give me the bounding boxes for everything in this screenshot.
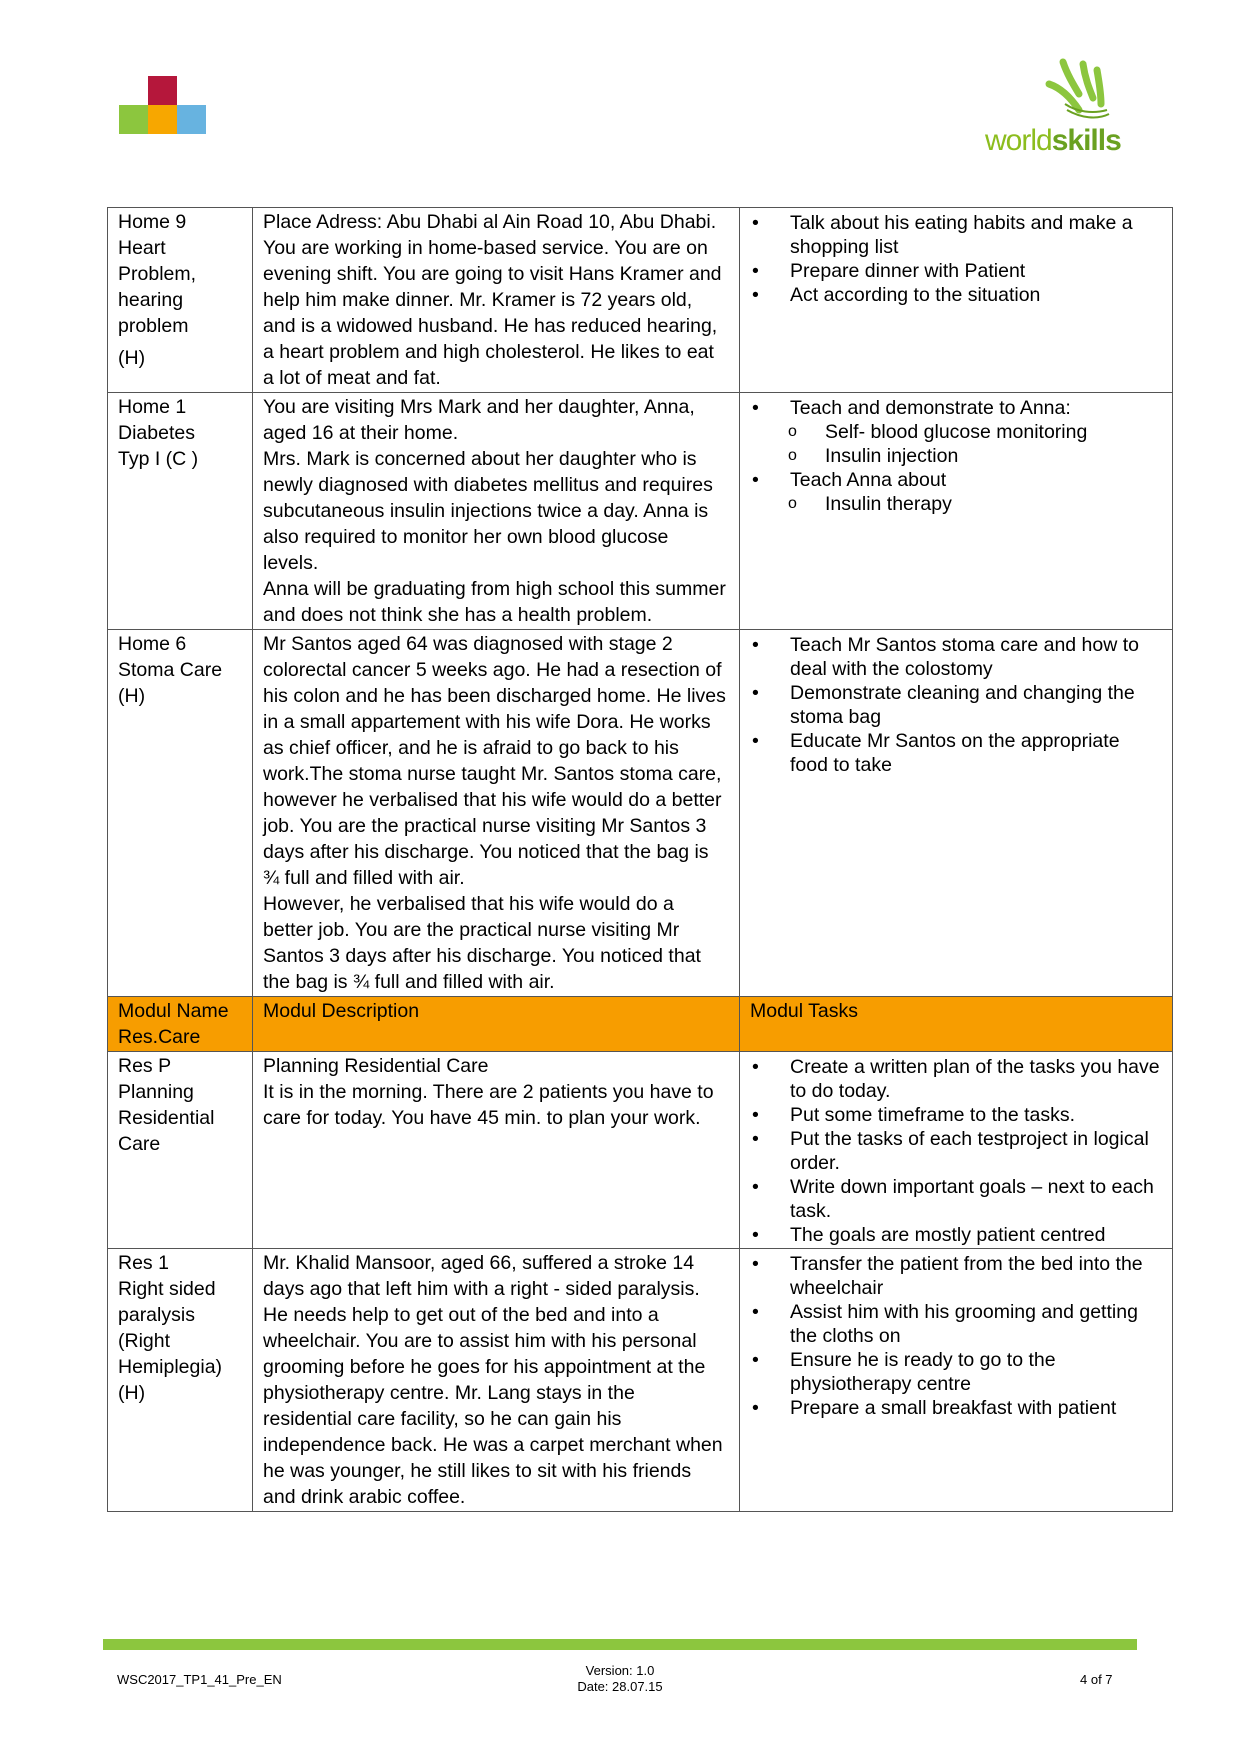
task-text: Assist him with his grooming and getting the cloths on xyxy=(790,1301,1138,1347)
subtask-list xyxy=(750,420,1162,468)
module-tasks-cell xyxy=(740,393,1173,630)
task-item xyxy=(750,468,1162,516)
task-text: Prepare dinner with Patient xyxy=(790,260,1026,282)
date-label: Date: 28.07.15 xyxy=(577,1679,663,1694)
subtask-item: o Self- blood glucose monitoring xyxy=(750,420,1162,444)
version-label: Version: 1.0 xyxy=(585,1663,655,1678)
module-name-line: Res.Care xyxy=(118,1026,201,1048)
module-tasks-cell xyxy=(740,630,1173,997)
task-item xyxy=(750,681,1162,729)
task-item xyxy=(750,259,1162,283)
page-number: 4 of 7 xyxy=(1080,1672,1113,1687)
description-paragraph: Mr. Khalid Mansoor, aged 66, suffered a stroke 14 days ago that left him with a right - sided paralysis. He needs help to get out of the bed and into a wheelchair. You are to assist him with his personal grooming before he goes for his appointment at the physiotherapy centre. Mr. Lang stays in the residential care facility, so he can gain his independence back. He was a carpet merchant when he was younger, he still likes to sit with his friends and drink arabic coffee. xyxy=(263,1252,723,1508)
brand-light: world xyxy=(985,124,1052,157)
description-paragraph: Anna will be graduating from high school this summer and does not think she has a health problem. xyxy=(263,578,726,626)
module-name-line: Problem, xyxy=(118,263,197,285)
task-list xyxy=(750,396,1162,516)
worldskills-logo xyxy=(985,54,1135,164)
task-text: Create a written plan of the tasks you have to do today. xyxy=(790,1056,1160,1102)
module-name-line: Res P xyxy=(118,1055,172,1077)
module-description-cell xyxy=(253,1249,740,1512)
version-info xyxy=(520,1663,720,1695)
table-row xyxy=(108,1249,1173,1512)
module-name-line: hearing xyxy=(118,289,184,311)
module-name-line: Care xyxy=(118,1133,161,1155)
table-row xyxy=(108,630,1173,997)
task-text: Act according to the situation xyxy=(790,284,1041,306)
subtask-item: o Insulin injection xyxy=(750,444,1162,468)
tasks-header: Modul Tasks xyxy=(750,1000,859,1022)
description-paragraph: Mr Santos aged 64 was diagnosed with stage 2 colorectal cancer 5 weeks ago. He had a resection of his colon and he has been discharged home. He lives in a small appartement with his wife Dora. He works as chief officer, and he is afraid to go back to his work.The stoma nurse taught Mr. Santos stoma care, however he verbalised that his wife would do a better job. You are the practical nurse visiting Mr Santos 3 days after his discharge. You noticed that the bag is ¾ full and filled with air. xyxy=(263,633,726,889)
module-tasks-cell xyxy=(740,997,1173,1052)
module-name-line: Residential xyxy=(118,1107,215,1129)
description-paragraph: However, he verbalised that his wife would do a better job. You are the practical nurse visiting Mr Santos 3 days after his discharge. You noticed that the bag is ¾ full and filled with air. xyxy=(263,893,701,993)
task-item xyxy=(750,211,1162,259)
module-description-cell xyxy=(253,997,740,1052)
module-description-cell xyxy=(253,630,740,997)
task-text: Educate Mr Santos on the appropriate food to take xyxy=(790,730,1120,776)
task-item xyxy=(750,283,1162,307)
module-description-cell xyxy=(253,208,740,393)
description-paragraph: It is in the morning. There are 2 patients you have to care for today. You have 45 min. to plan your work. xyxy=(263,1081,714,1129)
task-text: Demonstrate cleaning and changing the stoma bag xyxy=(790,682,1135,728)
module-name-line: Home 6 xyxy=(118,633,187,655)
task-text: Teach Mr Santos stoma care and how to deal with the colostomy xyxy=(790,634,1140,680)
table-row xyxy=(108,1052,1173,1249)
table-row xyxy=(108,393,1173,630)
task-item xyxy=(750,1175,1162,1223)
logo-square-orange xyxy=(148,105,177,134)
module-tag: (H) xyxy=(118,347,146,369)
task-list xyxy=(750,1055,1162,1247)
module-name-line: (H) xyxy=(118,685,146,707)
task-text: Teach and demonstrate to Anna: xyxy=(790,397,1071,419)
logo-square-red xyxy=(148,76,177,105)
task-item xyxy=(750,1396,1162,1420)
module-name-cell xyxy=(108,208,253,393)
module-name-line: Diabetes xyxy=(118,422,195,444)
module-name-cell xyxy=(108,393,253,630)
module-name-line: Right sided xyxy=(118,1278,216,1300)
task-text: Teach Anna about xyxy=(790,469,947,491)
module-name-line: Home 9 xyxy=(118,211,187,233)
module-name-cell xyxy=(108,630,253,997)
task-item xyxy=(750,1103,1162,1127)
module-name-cell xyxy=(108,1249,253,1512)
brand-bold: skills xyxy=(1051,124,1121,157)
module-header-row xyxy=(108,997,1173,1052)
module-name-line: Typ I (C ) xyxy=(118,448,199,470)
task-text: Ensure he is ready to go to the physiotherapy centre xyxy=(790,1349,1056,1395)
task-list xyxy=(750,1252,1162,1420)
task-text: Put some timeframe to the tasks. xyxy=(790,1104,1076,1126)
footer-bar xyxy=(103,1639,1137,1650)
module-name-line: Hemiplegia) xyxy=(118,1356,223,1378)
module-description-cell xyxy=(253,1052,740,1249)
task-item xyxy=(750,396,1162,468)
logo-square-green xyxy=(119,105,148,134)
module-name-line: Res 1 xyxy=(118,1252,169,1274)
task-list xyxy=(750,211,1162,307)
task-text: Talk about his eating habits and make a shopping list xyxy=(790,212,1133,258)
worldskills-wordmark xyxy=(985,124,1121,158)
module-table xyxy=(107,207,1173,1512)
task-text: Put the tasks of each testproject in logical order. xyxy=(790,1128,1149,1174)
color-squares-logo xyxy=(119,76,209,136)
table-row xyxy=(108,208,1173,393)
task-item xyxy=(750,1127,1162,1175)
task-text: Transfer the patient from the bed into the wheelchair xyxy=(790,1253,1143,1299)
task-text: The goals are mostly patient centred xyxy=(790,1224,1106,1246)
module-name-line: Modul Name xyxy=(118,1000,229,1022)
module-name-line: Planning xyxy=(118,1081,194,1103)
description-paragraph: You are visiting Mrs Mark and her daughter, Anna, aged 16 at their home. xyxy=(263,396,695,444)
task-list xyxy=(750,633,1162,777)
module-name-cell xyxy=(108,1052,253,1249)
task-item xyxy=(750,1252,1162,1300)
logo-square-blue xyxy=(177,105,206,134)
task-text: Write down important goals – next to each task. xyxy=(790,1176,1154,1222)
task-item xyxy=(750,1223,1162,1247)
module-name-line: Heart xyxy=(118,237,166,259)
description-paragraph: Place Adress: Abu Dhabi al Ain Road 10, Abu Dhabi. You are working in home-based service. You are on evening shift. You are going to visit Hans Kramer and help him make dinner. Mr. Kramer is 72 years old, and is a widowed husband. He has reduced hearing, a heart problem and high cholesterol. He likes to eat a lot of meat and fat. xyxy=(263,211,722,389)
module-name-line: Home 1 xyxy=(118,396,187,418)
module-name-line: (H) xyxy=(118,1382,146,1404)
description-header: Modul Description xyxy=(263,1000,420,1022)
task-item xyxy=(750,1300,1162,1348)
module-name-line: paralysis xyxy=(118,1304,195,1326)
module-name-line: Stoma Care xyxy=(118,659,223,681)
module-name-line: (Right xyxy=(118,1330,171,1352)
module-name-line: problem xyxy=(118,315,189,337)
document-id: WSC2017_TP1_41_Pre_EN xyxy=(117,1672,282,1687)
worldskills-hand-icon xyxy=(985,54,1135,124)
module-description-cell xyxy=(253,393,740,630)
task-item xyxy=(750,1055,1162,1103)
subtask-list xyxy=(750,492,1162,516)
task-item xyxy=(750,729,1162,777)
subtask-item: o Insulin therapy xyxy=(750,492,1162,516)
module-tasks-cell xyxy=(740,1052,1173,1249)
module-tasks-cell xyxy=(740,1249,1173,1512)
description-paragraph: Planning Residential Care xyxy=(263,1055,489,1077)
task-item xyxy=(750,1348,1162,1396)
description-paragraph: Mrs. Mark is concerned about her daughter who is newly diagnosed with diabetes mellitus and requires subcutaneous insulin injections twice a day. Anna is also required to monitor her own blood glucose levels. xyxy=(263,448,713,574)
task-text: Prepare a small breakfast with patient xyxy=(790,1397,1117,1419)
module-name-cell xyxy=(108,997,253,1052)
module-tasks-cell xyxy=(740,208,1173,393)
task-item xyxy=(750,633,1162,681)
